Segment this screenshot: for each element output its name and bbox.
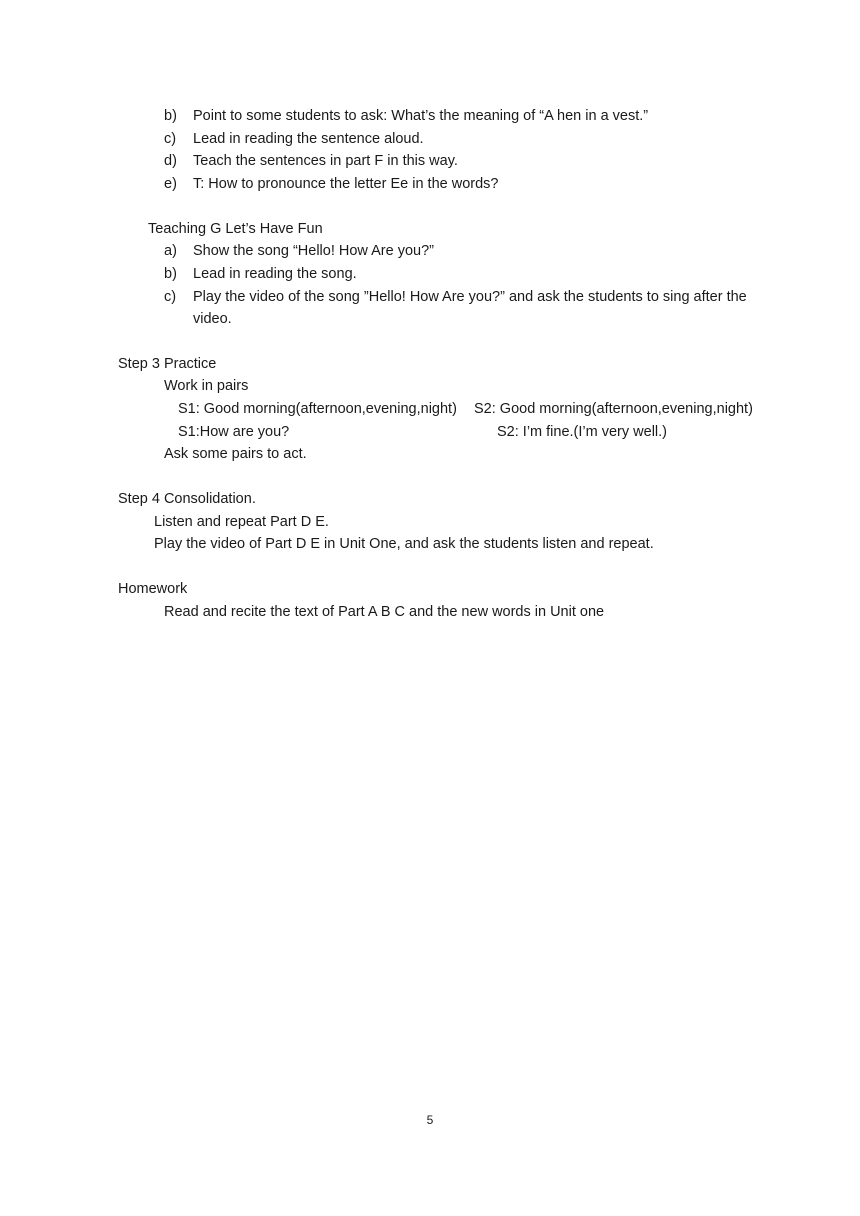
step3-closing: Ask some pairs to act. [164,446,307,462]
list-item: Point to some students to ask: What’s the meaning of “A hen in a vest.” [193,108,649,124]
step4-line: Play the video of Part D E in Unit One, and ask the students listen and repeat. [154,536,654,552]
list-item: Lead in reading the sentence aloud. [193,131,424,147]
list-marker: a) [164,243,177,259]
list-item-continuation: video. [193,311,232,327]
list-item: Show the song “Hello! How Are you?” [193,243,434,259]
list-marker: e) [164,176,177,192]
dialogue-s2: S2: I’m fine.(I’m very well.) [497,424,667,440]
list-marker: d) [164,153,177,169]
dialogue-s1: S1:How are you? [178,424,290,440]
list-item: T: How to pronounce the letter Ee in the words? [193,176,499,192]
section-heading-teaching-g: Teaching G Let’s Have Fun [148,221,323,237]
list-marker: b) [164,266,177,282]
list-item: Teach the sentences in part F in this way. [193,153,458,169]
homework-text: Read and recite the text of Part A B C and the new words in Unit one [164,604,605,620]
list-marker: b) [164,108,177,124]
list-item: Play the video of the song ”Hello! How Are you?” and ask the students to sing after the [193,289,747,305]
list-marker: c) [164,289,177,305]
step4-line: Listen and repeat Part D E. [154,514,329,530]
section-heading-step-4: Step 4 Consolidation. [118,491,256,507]
dialogue-s2: S2: Good morning(afternoon,evening,night) [474,401,753,417]
dialogue-s1: S1: Good morning(afternoon,evening,night) [178,401,457,417]
subheading-work-in-pairs: Work in pairs [164,378,249,394]
list-item: Lead in reading the song. [193,266,357,282]
section-heading-homework: Homework [118,581,188,597]
list-marker: c) [164,131,177,147]
page-number: 5 [426,1113,434,1127]
section-heading-step-3: Step 3 Practice [118,356,217,372]
